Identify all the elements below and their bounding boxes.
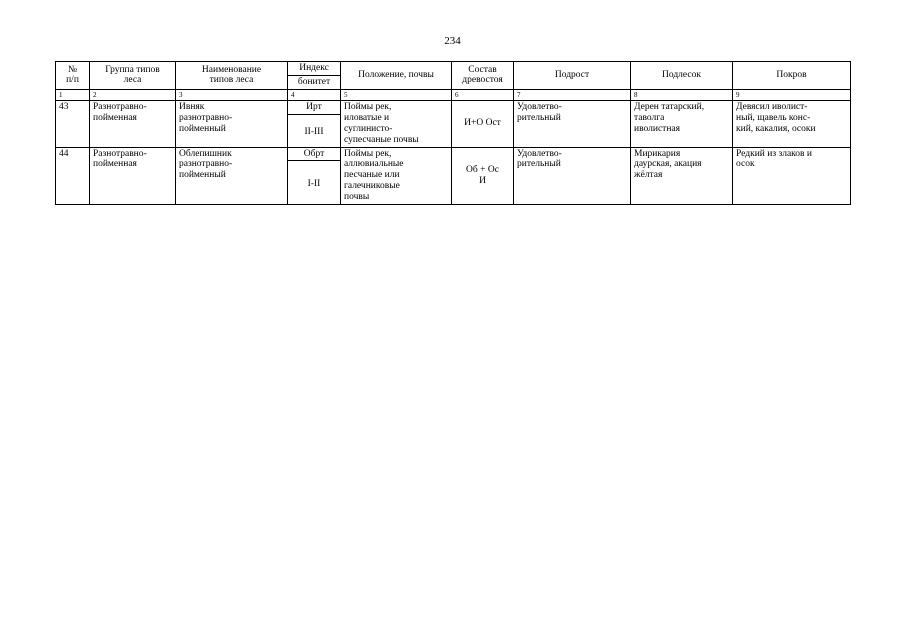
cell-index-code: Обрт [288,148,340,162]
cell-line: пойменный [179,123,226,134]
cell-bonitet: II-III [304,126,324,137]
cell-line: Мирикария [634,148,681,159]
cell-line: Об + Ос [466,164,499,175]
cell-line: пойменный [179,170,226,181]
header-text: Наименование [201,64,262,75]
column-number: 9 [733,89,851,100]
cell-line: рительный [517,159,561,170]
cell-group [90,100,176,147]
cell-num: 43 [56,100,90,147]
cell-line: ный, щавель конс- [736,112,811,123]
column-number: 7 [514,89,631,100]
cell-underbrush [631,147,733,205]
cell-index [288,100,341,147]
header-row [56,62,851,90]
page-number: 234 [444,35,461,47]
column-number: 4 [288,89,341,100]
cell-line: галечниковые [344,181,400,192]
cell-line: Ивняк [179,101,205,112]
header-underbrush: Подлесок [631,62,733,90]
header-text: № [67,64,78,75]
cell-line: иловатые и [344,112,390,123]
header-text: п/п [66,75,79,86]
cell-line: Поймы рек, [344,148,392,159]
cell-cover [733,100,851,147]
column-number: 3 [176,89,288,100]
cell-underbrush [631,100,733,147]
cell-line: почвы [344,192,370,203]
header-text: Индекс [288,62,340,76]
header-text: Группа типов [105,64,160,75]
column-number: 1 [56,89,90,100]
cell-line: разнотравно- [179,159,233,170]
header-text: типов леса [209,75,254,86]
cell-line: песчаные или [344,170,400,181]
header-num [56,62,90,90]
cell-index [288,147,341,205]
cell-name [176,100,288,147]
cell-composition [452,147,514,205]
cell-composition [452,100,514,147]
header-index [288,62,341,90]
cell-line: супесчаные почвы [344,134,419,145]
cell-position [341,100,452,147]
cell-line: Поймы рек, [344,101,392,112]
cell-line: И+О Ост [464,118,501,129]
cell-group [90,147,176,205]
column-number: 6 [452,89,514,100]
header-composition [452,62,514,90]
cell-position [341,147,452,205]
cell-line: Удовлетво- [517,148,562,159]
header-text: древостоя [462,75,503,86]
header-name [176,62,288,90]
cell-line: рительный [517,112,561,123]
cell-undergrowth [514,100,631,147]
cell-index-code: Ирт [288,101,340,115]
cell-line: жёлтая [634,170,663,181]
cell-line: даурская, акация [634,159,702,170]
cell-name [176,147,288,205]
header-group [90,62,176,90]
cell-bonitet: I-II [307,179,321,190]
column-number: 5 [341,89,452,100]
cell-line: пойменная [93,159,137,170]
header-text: леса [123,75,142,86]
cell-line: кий, какалия, осоки [736,123,816,134]
cell-line: И [479,175,486,186]
header-cover: Покров [733,62,851,90]
table-row [56,147,851,205]
cell-line: иволистная [634,123,680,134]
cell-line: Редкий из злаков и [736,148,812,159]
cell-undergrowth [514,147,631,205]
cell-line: Удовлетво- [517,101,562,112]
cell-num: 44 [56,147,90,205]
cell-line: Разнотравно- [93,101,147,112]
column-number: 8 [631,89,733,100]
forest-types-table [55,61,851,205]
cell-cover [733,147,851,205]
header-text: Состав [468,64,497,75]
cell-line: Разнотравно- [93,148,147,159]
cell-line: разнотравно- [179,112,233,123]
cell-line: Дерен татарский, [634,101,705,112]
cell-line: аллювиальные [344,159,404,170]
header-text: бонитет [297,76,331,87]
cell-line: суглинисто- [344,123,393,134]
cell-line: пойменная [93,112,137,123]
column-number: 2 [90,89,176,100]
cell-line: Девясил иволист- [736,101,808,112]
cell-line: осок [736,159,755,170]
header-undergrowth: Подрост [514,62,631,90]
table-row [56,100,851,147]
header-position: Положение, почвы [341,62,452,90]
cell-line: таволга [634,112,665,123]
cell-line: Облепишник [179,148,232,159]
column-number-row [56,89,851,100]
